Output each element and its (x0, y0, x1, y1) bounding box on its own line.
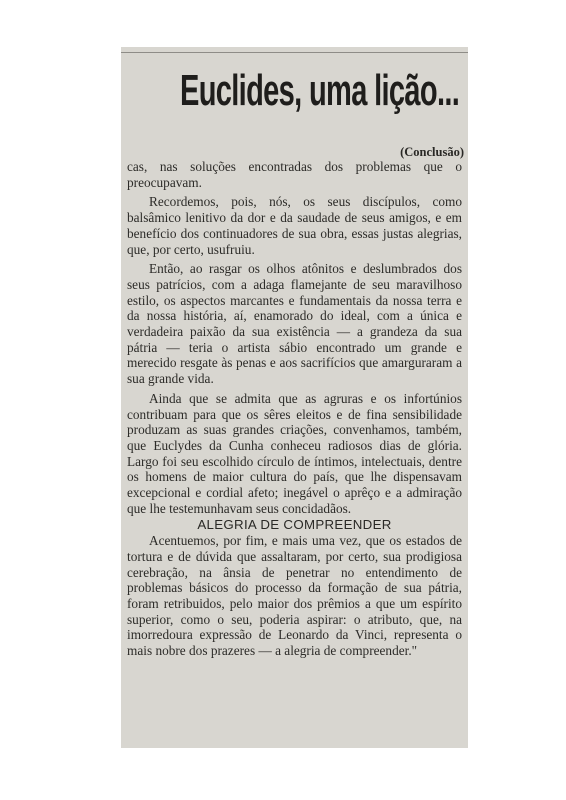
article-headline: Euclides, uma lição... (179, 66, 460, 115)
article-body (127, 159, 462, 659)
top-rule (121, 52, 468, 53)
newspaper-clipping (121, 47, 468, 748)
section-heading: ALEGRIA DE COMPREENDER (197, 517, 392, 533)
paragraph: Então, ao rasgar os olhos atônitos e deslumbrados dos seus patrícios, com a adaga flamejante de seu maravilhoso estilo, os aspectos marcantes e fundamentais da nossa terra e da nossa história, aí, enamorado do ideal, com a única e verdadeira paixão da sua existência — a grandeza da sua pátria — teria o artista sábio encontrado um grande e merecido resgate às penas e aos sacrifícios que amarguraram a sua grande vida. (127, 261, 462, 387)
paragraph: Recordemos, pois, nós, os seus discípulos, como balsâmico lenitivo da dor e da saudade de seus amigos, e em benefício dos continuadores de sua obra, essas justas alegrias, que, por certo, usufruiu. (127, 194, 462, 257)
paragraph: Ainda que se admita que as agruras e os infortúnios contribuam para que os sêres eleitos e de fina sensibilidade produzam as suas grandes criações, convenhamos, também, que Euclydes da Cunha conheceu radiosos dias de glória. Largo foi seu escolhido círculo de íntimos, intelectuais, dentre os homens de maior cultura do país, que lhe dispensavam excepcional e cordial afeto; inegável o aprêço e a admiração que lhe testemunhavam seus concidadãos. (127, 390, 462, 516)
closing-paragraph: Acentuemos, por fim, e mais uma vez, que os estados de tortura e de dúvida que assaltaram, por certo, sua prodigiosa cerebração, na ânsia de penetrar no entendimento de problemas básicos do processo da formação de sua pátria, foram retribuidos, pelo maior dos prêmios a que um espírito superior, como o seu, poderia aspirar: o atributo, que, na imorredoura expressão de Leonardo da Vinci, representa o mais nobre dos prazeres — a alegria de compreender." (127, 533, 462, 659)
paragraph-continued: cas, nas soluções encontradas dos problemas que o preocupavam. (127, 159, 462, 190)
continuation-label: (Conclusão) (400, 145, 464, 159)
